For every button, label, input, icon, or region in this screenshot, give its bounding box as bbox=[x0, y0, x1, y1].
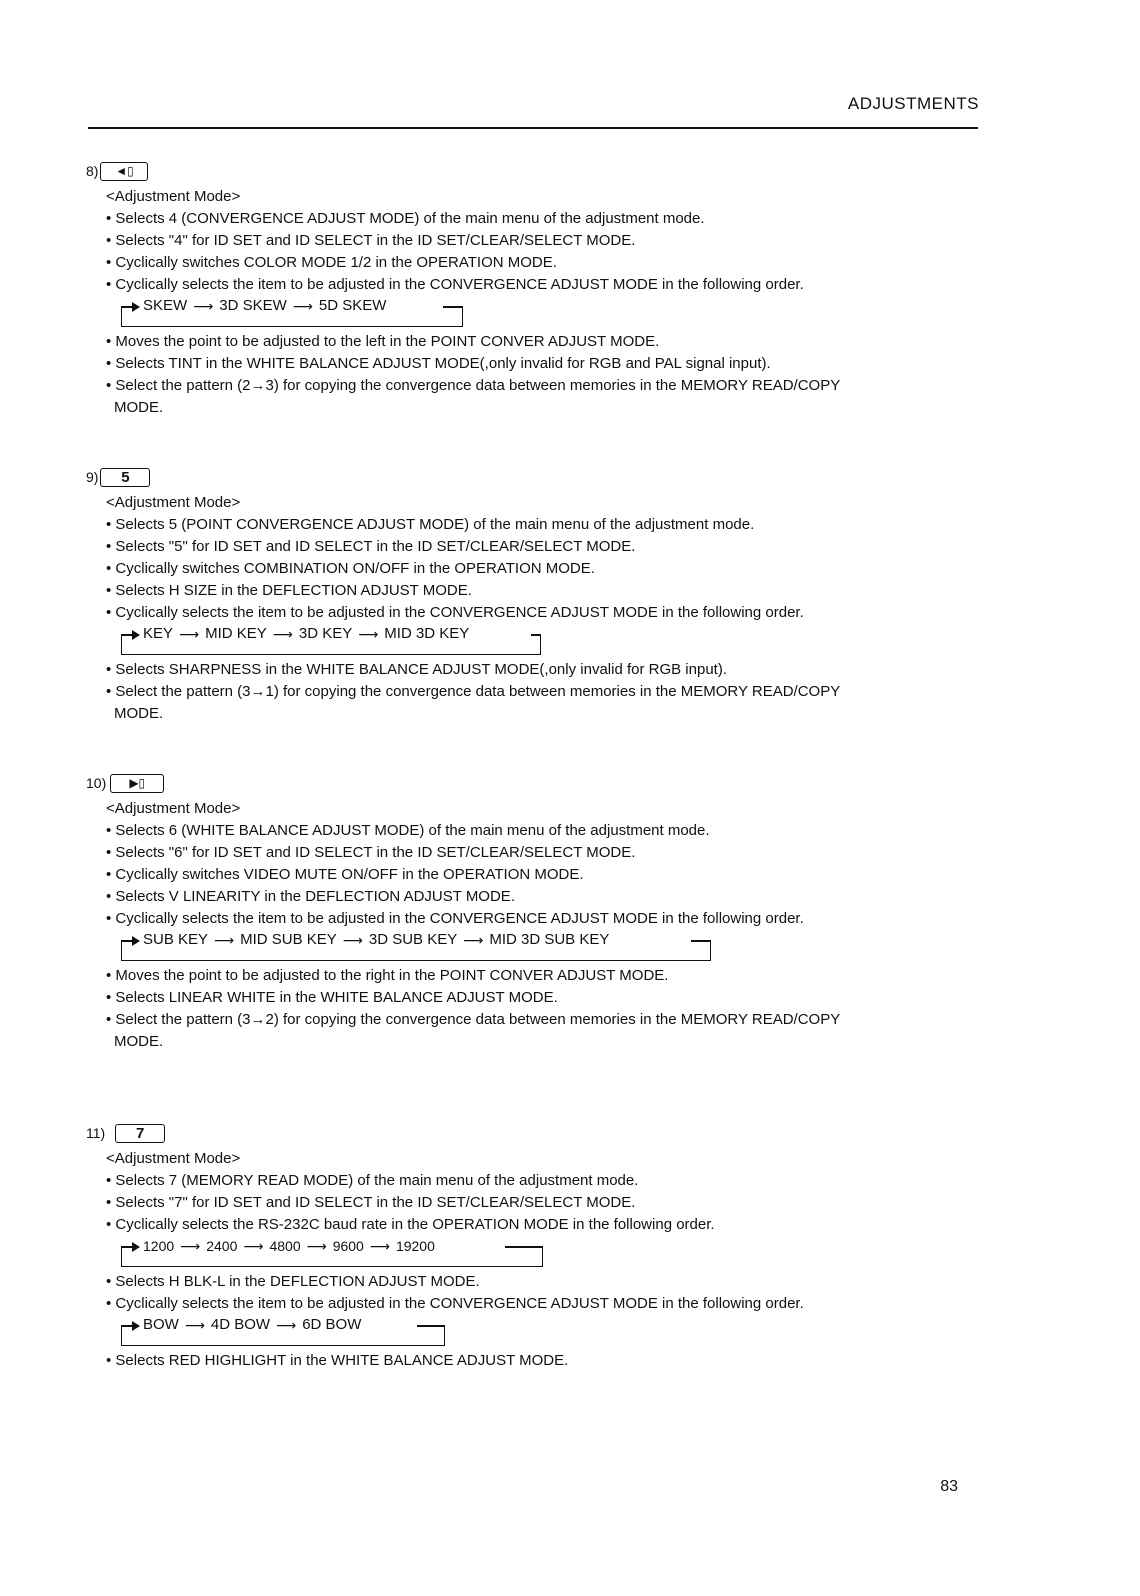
bullet-text: • Cyclically switches COMBINATION ON/OFF in the OPERATION MODE. bbox=[106, 558, 986, 580]
key-left-icon: ◄▯ bbox=[100, 162, 148, 181]
arrow-right-icon: ⟶ bbox=[342, 932, 363, 948]
key-right-icon: ▶▯ bbox=[110, 774, 164, 793]
arrow-right-icon: ⟶ bbox=[306, 1238, 327, 1254]
bullet-text: • Selects "4" for ID SET and ID SELECT in the ID SET/CLEAR/SELECT MODE. bbox=[106, 230, 986, 252]
cycle-diagram bbox=[121, 930, 986, 965]
cycle-item: 6D BOW bbox=[302, 1316, 362, 1333]
section-11 bbox=[86, 1120, 986, 1372]
bullet-text: • Select the pattern (3→1) for copying the convergence data between memories in the MEMORY READ/COPY bbox=[106, 681, 986, 703]
arrow-right-icon: ⟶ bbox=[272, 626, 293, 642]
bullet-text: • Selects 6 (WHITE BALANCE ADJUST MODE) of the main menu of the adjustment mode. bbox=[106, 820, 986, 842]
bullet-text: • Selects H BLK-L in the DEFLECTION ADJUST MODE. bbox=[106, 1271, 986, 1293]
key-7-icon: 7 bbox=[115, 1124, 165, 1143]
mode-title: <Adjustment Mode> bbox=[106, 188, 241, 205]
mode-title: <Adjustment Mode> bbox=[106, 1150, 241, 1167]
continuation-text: MODE. bbox=[114, 705, 164, 722]
arrow-right-icon: ⟶ bbox=[463, 932, 484, 948]
header-divider bbox=[88, 127, 978, 129]
continuation-text: MODE. bbox=[114, 399, 164, 416]
arrow-right-icon: ⟶ bbox=[358, 626, 379, 642]
section-heading bbox=[86, 1120, 986, 1146]
cycle-diagram bbox=[121, 1315, 986, 1350]
bullet-text: • Moves the point to be adjusted to the left in the POINT CONVER ADJUST MODE. bbox=[106, 331, 986, 353]
bullet-text: • Cyclically selects the item to be adjusted in the CONVERGENCE ADJUST MODE in the following order. bbox=[106, 908, 986, 930]
arrow-right-icon bbox=[132, 1321, 140, 1331]
cycle-item: MID 3D KEY bbox=[384, 625, 470, 642]
section-number: 8) bbox=[86, 163, 99, 179]
arrow-right-icon bbox=[132, 302, 140, 312]
arrow-right-icon: ⟶ bbox=[179, 626, 200, 642]
bullet-text: • Selects 5 (POINT CONVERGENCE ADJUST MODE) of the main menu of the adjustment mode. bbox=[106, 514, 986, 536]
bullet-text: • Selects V LINEARITY in the DEFLECTION ADJUST MODE. bbox=[106, 886, 986, 908]
cycle-item: SKEW bbox=[143, 297, 188, 314]
arrow-right-icon: ⟶ bbox=[292, 298, 313, 314]
cycle-item: 4800 bbox=[269, 1238, 301, 1254]
section-number: 10) bbox=[86, 775, 107, 791]
bullet-text: • Selects 4 (CONVERGENCE ADJUST MODE) of the main menu of the adjustment mode. bbox=[106, 208, 986, 230]
cycle-item: 4D BOW bbox=[210, 1316, 271, 1333]
cycle-item: KEY bbox=[143, 625, 174, 642]
section-9 bbox=[86, 464, 986, 725]
cycle-diagram bbox=[121, 296, 986, 331]
cycle-item: 3D SKEW bbox=[219, 297, 287, 314]
bullet-text: • Selects "5" for ID SET and ID SELECT in the ID SET/CLEAR/SELECT MODE. bbox=[106, 536, 986, 558]
bullet-text: • Selects TINT in the WHITE BALANCE ADJUST MODE(,only invalid for RGB and PAL signal input). bbox=[106, 353, 986, 375]
bullet-text: • Selects RED HIGHLIGHT in the WHITE BALANCE ADJUST MODE. bbox=[106, 1350, 986, 1372]
arrow-right-icon: ⟶ bbox=[180, 1238, 201, 1254]
section-number: 11) bbox=[86, 1125, 106, 1141]
arrow-right-icon bbox=[132, 630, 140, 640]
section-8 bbox=[86, 158, 986, 419]
bullet-text: • Select the pattern (2→3) for copying the convergence data between memories in the MEMORY READ/COPY bbox=[106, 375, 986, 397]
bullet-text: • Cyclically selects the RS-232C baud rate in the OPERATION MODE in the following order. bbox=[106, 1214, 986, 1236]
arrow-right-icon: ⟶ bbox=[193, 298, 214, 314]
section-heading bbox=[86, 158, 986, 184]
bullet-text: • Cyclically switches VIDEO MUTE ON/OFF in the OPERATION MODE. bbox=[106, 864, 986, 886]
cycle-item: 3D SUB KEY bbox=[368, 931, 458, 948]
cycle-item: 1200 bbox=[143, 1238, 175, 1254]
cycle-diagram bbox=[121, 624, 986, 659]
bullet-text: • Cyclically switches COLOR MODE 1/2 in the OPERATION MODE. bbox=[106, 252, 986, 274]
continuation-text: MODE. bbox=[114, 1033, 164, 1050]
arrow-right-icon: ⟶ bbox=[214, 932, 235, 948]
bullet-text: • Cyclically selects the item to be adjusted in the CONVERGENCE ADJUST MODE in the following order. bbox=[106, 274, 986, 296]
page-header-title: ADJUSTMENTS bbox=[847, 94, 979, 113]
cycle-item: BOW bbox=[143, 1316, 179, 1333]
page-number: 83 bbox=[940, 1478, 958, 1495]
cycle-item: SUB KEY bbox=[143, 931, 209, 948]
bullet-text: • Cyclically selects the item to be adjusted in the CONVERGENCE ADJUST MODE in the following order. bbox=[106, 602, 986, 624]
arrow-right-icon bbox=[132, 936, 140, 946]
bullet-text: • Selects SHARPNESS in the WHITE BALANCE ADJUST MODE(,only invalid for RGB input). bbox=[106, 659, 986, 681]
cycle-item: 5D SKEW bbox=[318, 297, 387, 314]
cycle-item: MID 3D SUB KEY bbox=[489, 931, 610, 948]
bullet-text: • Selects LINEAR WHITE in the WHITE BALANCE ADJUST MODE. bbox=[106, 987, 986, 1009]
cycle-diagram bbox=[121, 1236, 986, 1271]
cycle-item: 9600 bbox=[332, 1238, 364, 1254]
arrow-right-icon: ⟶ bbox=[184, 1317, 205, 1333]
arrow-right-icon: ⟶ bbox=[243, 1238, 264, 1254]
bullet-text: • Select the pattern (3→2) for copying the convergence data between memories in the MEMORY READ/COPY bbox=[106, 1009, 986, 1031]
arrow-right-icon: ⟶ bbox=[276, 1317, 297, 1333]
bullet-text: • Cyclically selects the item to be adjusted in the CONVERGENCE ADJUST MODE in the following order. bbox=[106, 1293, 986, 1315]
section-number: 9) bbox=[86, 469, 99, 485]
section-10 bbox=[86, 770, 986, 1053]
bullet-text: • Selects H SIZE in the DEFLECTION ADJUST MODE. bbox=[106, 580, 986, 602]
section-heading bbox=[86, 770, 986, 796]
mode-title: <Adjustment Mode> bbox=[106, 494, 241, 511]
arrow-right-icon bbox=[132, 1242, 140, 1252]
bullet-text: • Selects "7" for ID SET and ID SELECT in the ID SET/CLEAR/SELECT MODE. bbox=[106, 1192, 986, 1214]
bullet-text: • Moves the point to be adjusted to the right in the POINT CONVER ADJUST MODE. bbox=[106, 965, 986, 987]
cycle-item: 2400 bbox=[206, 1238, 238, 1254]
key-5-icon: 5 bbox=[100, 468, 150, 487]
cycle-item: MID KEY bbox=[205, 625, 267, 642]
mode-title: <Adjustment Mode> bbox=[106, 800, 241, 817]
cycle-item: 3D KEY bbox=[298, 625, 353, 642]
cycle-item: 19200 bbox=[395, 1238, 435, 1254]
section-heading bbox=[86, 464, 986, 490]
bullet-text: • Selects "6" for ID SET and ID SELECT in the ID SET/CLEAR/SELECT MODE. bbox=[106, 842, 986, 864]
bullet-text: • Selects 7 (MEMORY READ MODE) of the main menu of the adjustment mode. bbox=[106, 1170, 986, 1192]
cycle-item: MID SUB KEY bbox=[240, 931, 337, 948]
arrow-right-icon: ⟶ bbox=[369, 1238, 390, 1254]
